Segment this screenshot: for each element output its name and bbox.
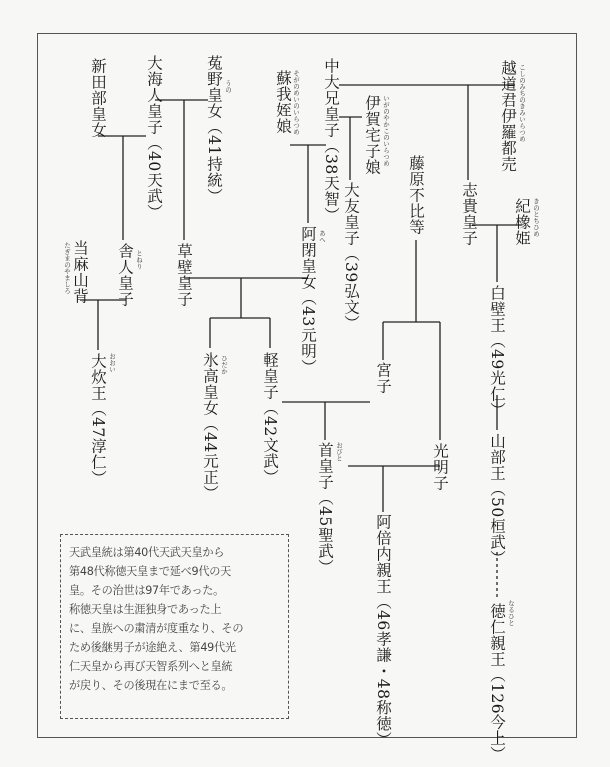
note-line: 仁天皇から再び天智系列へと皇統 — [69, 660, 233, 673]
person-otomo: 大友皇子（39弘文） — [342, 182, 360, 331]
person-tenji: 中大兄皇子（38天智） — [322, 58, 340, 223]
ruby-ahe: あへ — [318, 230, 326, 243]
person-nitta: 新田部皇女 — [89, 58, 107, 138]
person-tenmu: 大海人皇子（40天武） — [145, 55, 163, 220]
person-komyo: 光明子 — [431, 443, 449, 491]
person-abe: 阿倍内親王（46孝謙・48称徳） — [374, 514, 392, 748]
note-line: 天武皇統は第40代天武天皇から — [69, 546, 225, 559]
person-taima: 当麻山背 — [71, 240, 89, 304]
note-line: 皇。その治世は97年であった。 — [69, 584, 225, 597]
note-line: ため後継男子が途絶え、第49代光 — [69, 641, 236, 654]
person-koshi: 越道君伊羅都売 — [499, 60, 517, 172]
person-obito: 首皇子（45聖武） — [316, 442, 334, 575]
ruby-kinoto: きのとちひめ — [532, 198, 540, 237]
person-shiki: 志貴皇子 — [460, 182, 478, 246]
note-line: が戻り、その後現在にまで至る。 — [69, 679, 233, 692]
person-kinoto: 紀橡姫 — [513, 198, 531, 246]
ruby-toneri: とねり — [135, 250, 143, 270]
person-ahe: 阿閉皇女（43元明） — [299, 226, 317, 375]
ruby-uno: うの — [224, 80, 232, 93]
person-soga: 蘇我姪娘 — [274, 70, 292, 134]
person-iga: 伊賀宅子娘 — [363, 95, 381, 175]
person-karu: 軽皇子（42文武） — [261, 352, 279, 485]
ruby-naruhito: なるひと — [507, 600, 515, 626]
person-yamabe: 山部王（50桓武） — [488, 433, 506, 566]
person-toneri: 舎人皇子 — [116, 243, 134, 307]
ruby-oi: おおい — [108, 353, 116, 373]
note-line: 称徳天皇は生涯独身であった上 — [69, 603, 222, 616]
person-shirakabe: 白壁王（49光仁） — [488, 285, 506, 418]
ruby-hidaka: ひだか — [220, 355, 228, 375]
person-uno: 菟野皇女（41持統） — [205, 55, 223, 204]
ruby-obito: おびと — [335, 442, 343, 462]
person-hidaka: 氷高皇女（44元正） — [201, 352, 219, 501]
person-miyako: 宮子 — [374, 362, 392, 394]
ruby-iga: いがのやかこのいらつめ — [382, 95, 390, 167]
ruby-soga: そがのめいのいらつめ — [292, 70, 300, 135]
person-kusakabe: 草壁皇子 — [175, 243, 193, 307]
note-line: 第48代称徳天皇まで延べ9代の天 — [69, 565, 231, 578]
note-line: に、皇族への粛清が度重なり、その — [69, 622, 244, 635]
explanation-note — [60, 534, 289, 719]
person-naruhito: 徳仁親王（126今上） — [488, 603, 506, 763]
ruby-taima: たぎまのやましろ — [63, 242, 71, 294]
ruby-koshi: こしのみちのきみいらつめ — [518, 64, 526, 142]
person-oi: 大炊王（47淳仁） — [89, 353, 107, 486]
person-fuhito: 藤原不比等 — [407, 155, 425, 235]
